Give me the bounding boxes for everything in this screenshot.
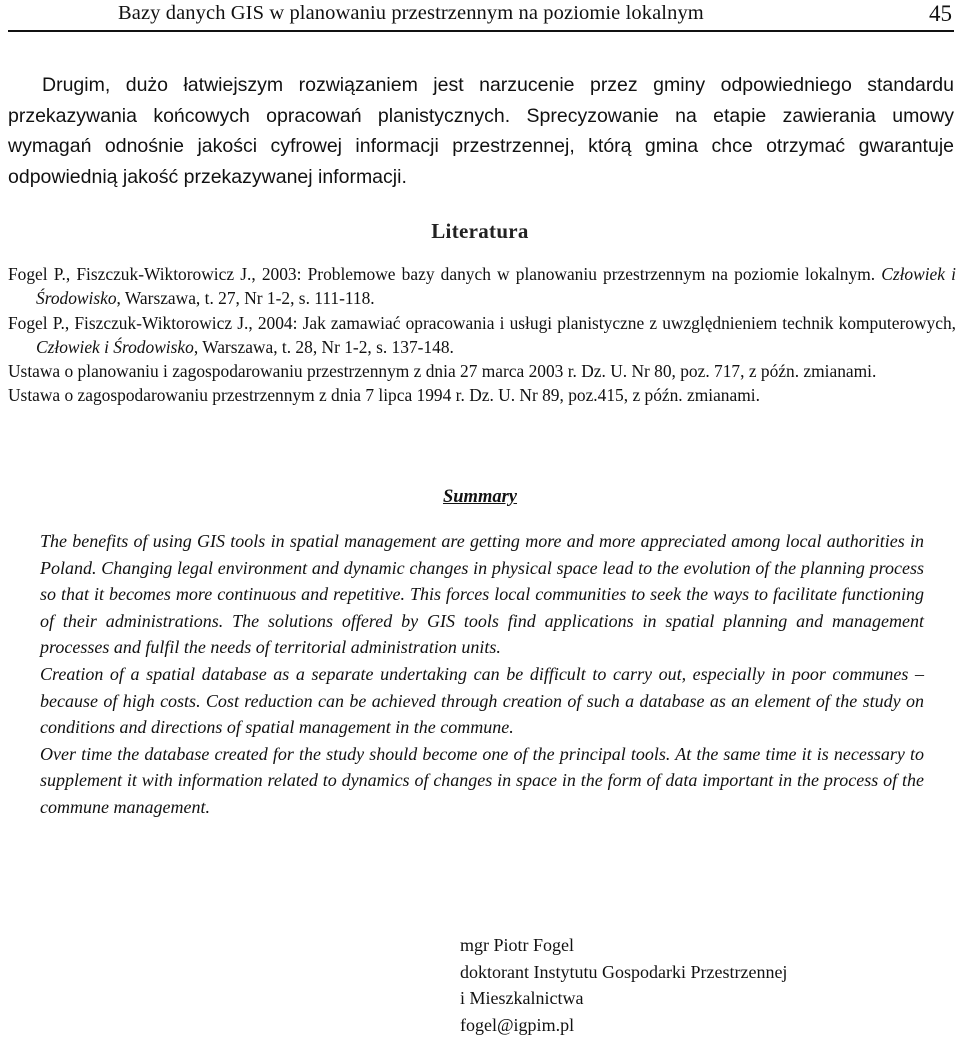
reference-text: Fogel P., Fiszczuk-Wiktorowicz J., 2004: Jak zamawiać opracowania i usługi planistyczne z uwzględnieniem technik komputerowych, bbox=[8, 312, 956, 333]
author-email: fogel@igpim.pl bbox=[460, 1014, 575, 1035]
reference-item bbox=[8, 359, 956, 383]
summary-body bbox=[40, 528, 924, 821]
reference-text: Ustawa o planowaniu i zagospodarowaniu przestrzennym z dnia 27 marca 2003 r. Dz. U. Nr 80, poz. 717, z późn. zmianami. bbox=[8, 361, 877, 382]
summary-paragraph: The benefits of using GIS tools in spatial management are getting more and more appreciated among local authorities in Poland. Changing legal environment and dynamic changes in physical space lead to the evolution of the planning process so that it becomes more continuous and repetitive. This forces local communities to seek the ways to facilitate functioning of their administrations. The solutions offered by GIS tools find applications in spatial planning and management processes and fulfil the needs of territorial administration units. bbox=[40, 531, 924, 658]
reference-details: , Warszawa, t. 27, Nr 1-2, s. 111-118. bbox=[116, 288, 375, 309]
author-name: mgr Piotr Fogel bbox=[460, 935, 575, 955]
reference-item bbox=[8, 383, 956, 407]
reference-journal: Człowiek i Środowisko bbox=[36, 264, 956, 309]
reference-item bbox=[8, 311, 956, 360]
summary-heading: Summary bbox=[442, 487, 518, 507]
author-affiliation: doktorant Instytutu Gospodarki Przestrzennej bbox=[460, 961, 788, 982]
reference-list bbox=[8, 262, 956, 408]
literature-heading: Literatura bbox=[431, 219, 529, 243]
running-title: Bazy danych GIS w planowaniu przestrzennym na poziomie lokalnym bbox=[118, 2, 704, 24]
reference-item bbox=[8, 262, 956, 311]
reference-text: Ustawa o zagospodarowaniu przestrzennym z dnia 7 lipca 1994 r. Dz. U. Nr 89, poz.415, z późn. zmianami. bbox=[8, 385, 760, 406]
intro-paragraph: Drugim, dużo łatwiejszym rozwiązaniem jest narzucenie przez gminy odpowiedniego standardu przekazywania końcowych opracowań planistycznych. Sprecyzowanie na etapie zawierania umowy wymagań odnośnie jakości cyfrowej informacji przestrzennej, którą gmina chce otrzymać gwarantuje odpowiednią jakość przekazywanej informacji. bbox=[8, 74, 954, 188]
running-header bbox=[8, 0, 954, 32]
reference-journal: Człowiek i Środowisko bbox=[36, 336, 194, 357]
summary-paragraph: Over time the database created for the study should become one of the principal tools. At the same time it is necessary to supplement it with information related to dynamics of changes in space in the form of data important in the process of the commune management. bbox=[40, 743, 924, 817]
page-number: 45 bbox=[929, 1, 952, 26]
author-affiliation-cont: i Mieszkalnictwa bbox=[460, 988, 584, 1008]
summary-paragraph: Creation of a spatial database as a separate undertaking can be difficult to carry out, especially in poor communes – because of high costs. Cost reduction can be achieved through creation of such a database as an element of the study on conditions and directions of spatial management in the commune. bbox=[40, 663, 924, 738]
author-block bbox=[460, 932, 940, 1038]
reference-text: Fogel P., Fiszczuk-Wiktorowicz J., 2003: Problemowe bazy danych w planowaniu przestrzennym na poziomie lokalnym. bbox=[8, 264, 882, 284]
reference-details: , Warszawa, t. 28, Nr 1-2, s. 137-148. bbox=[193, 336, 454, 357]
